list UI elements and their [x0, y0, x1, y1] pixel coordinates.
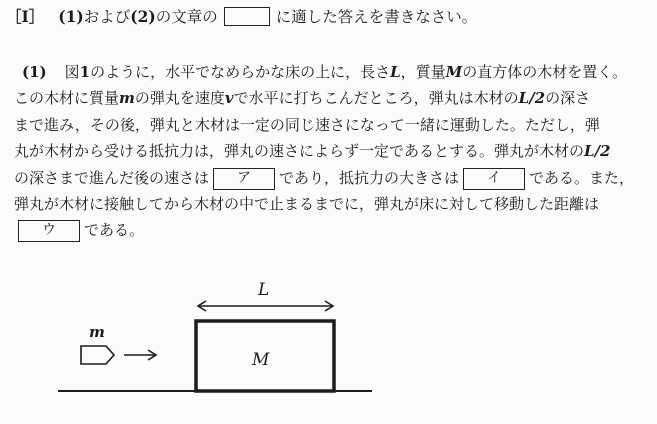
- part-ref-2: (2): [130, 7, 156, 26]
- q-line-1: [14, 59, 650, 85]
- q-text: であり，抵抗力の大きさは: [279, 168, 460, 187]
- instruction-heading: [6, 6, 646, 29]
- q-line-3: まで進み，その後，弾丸と木材は一定の同じ速さになって一緒に運動した。ただし，弾: [14, 115, 600, 134]
- q-text: の深さ: [545, 89, 591, 108]
- mass-label: M: [252, 350, 270, 370]
- velocity-arrow: [124, 350, 156, 360]
- part-ref-1: (1): [58, 7, 84, 26]
- q-text: の弾丸を速度: [134, 89, 225, 108]
- q-text: 丸が木材から受ける抵抗力は，弾丸の速さによらず一定であるとする。弾丸が木材の: [14, 142, 585, 161]
- q-text: 図: [64, 63, 80, 81]
- bullet-icon: [81, 346, 114, 364]
- question-number: (1): [22, 63, 47, 81]
- question-1: [14, 59, 650, 244]
- q-line-5: [14, 165, 650, 191]
- length-arrow: [198, 301, 333, 311]
- q-line-2: [14, 85, 650, 111]
- q-line-7: [14, 217, 650, 243]
- q-line-6: 弾丸が木材に接触してから木材の中で止まるまでに，弾丸が床に対して移動した距離は: [14, 195, 600, 214]
- var-M: M: [445, 63, 463, 81]
- answer-box-u[interactable]: ウ: [18, 220, 80, 242]
- q-text: の深さまで進んだ後の速さは: [14, 168, 210, 187]
- answer-box-a[interactable]: ア: [213, 168, 275, 190]
- figure-1: [0, 262, 400, 422]
- heading-text-b: に適した答えを書きなさい。: [275, 8, 478, 26]
- figure-ref: 1: [79, 63, 91, 81]
- q-text: である。また，: [529, 168, 635, 187]
- var-L: L: [390, 63, 401, 81]
- blank-box-example: [224, 7, 270, 26]
- q-text: である。: [84, 221, 145, 240]
- q-text: のように，水平でなめらかな床の上に，長さ: [90, 63, 391, 81]
- bullet-mass-label: m: [89, 323, 105, 341]
- var-L-half: L/2: [518, 89, 546, 108]
- heading-text-a: の文章の: [155, 8, 218, 26]
- var-v: v: [224, 89, 234, 108]
- var-m: m: [119, 89, 135, 108]
- q-text: この木材に質量: [14, 89, 120, 108]
- section-number: ［Ⅰ］: [6, 7, 45, 26]
- length-label: L: [258, 280, 270, 300]
- answer-box-i[interactable]: イ: [463, 168, 525, 190]
- q-line-4: [14, 138, 650, 164]
- q-text: の直方体の木材を置く。: [462, 63, 627, 81]
- q-text: ，質量: [400, 63, 446, 81]
- heading-conj: および: [83, 8, 131, 26]
- q-text: で水平に打ちこんだところ，弾丸は木材の: [233, 89, 519, 108]
- var-L-half: L/2: [584, 142, 611, 161]
